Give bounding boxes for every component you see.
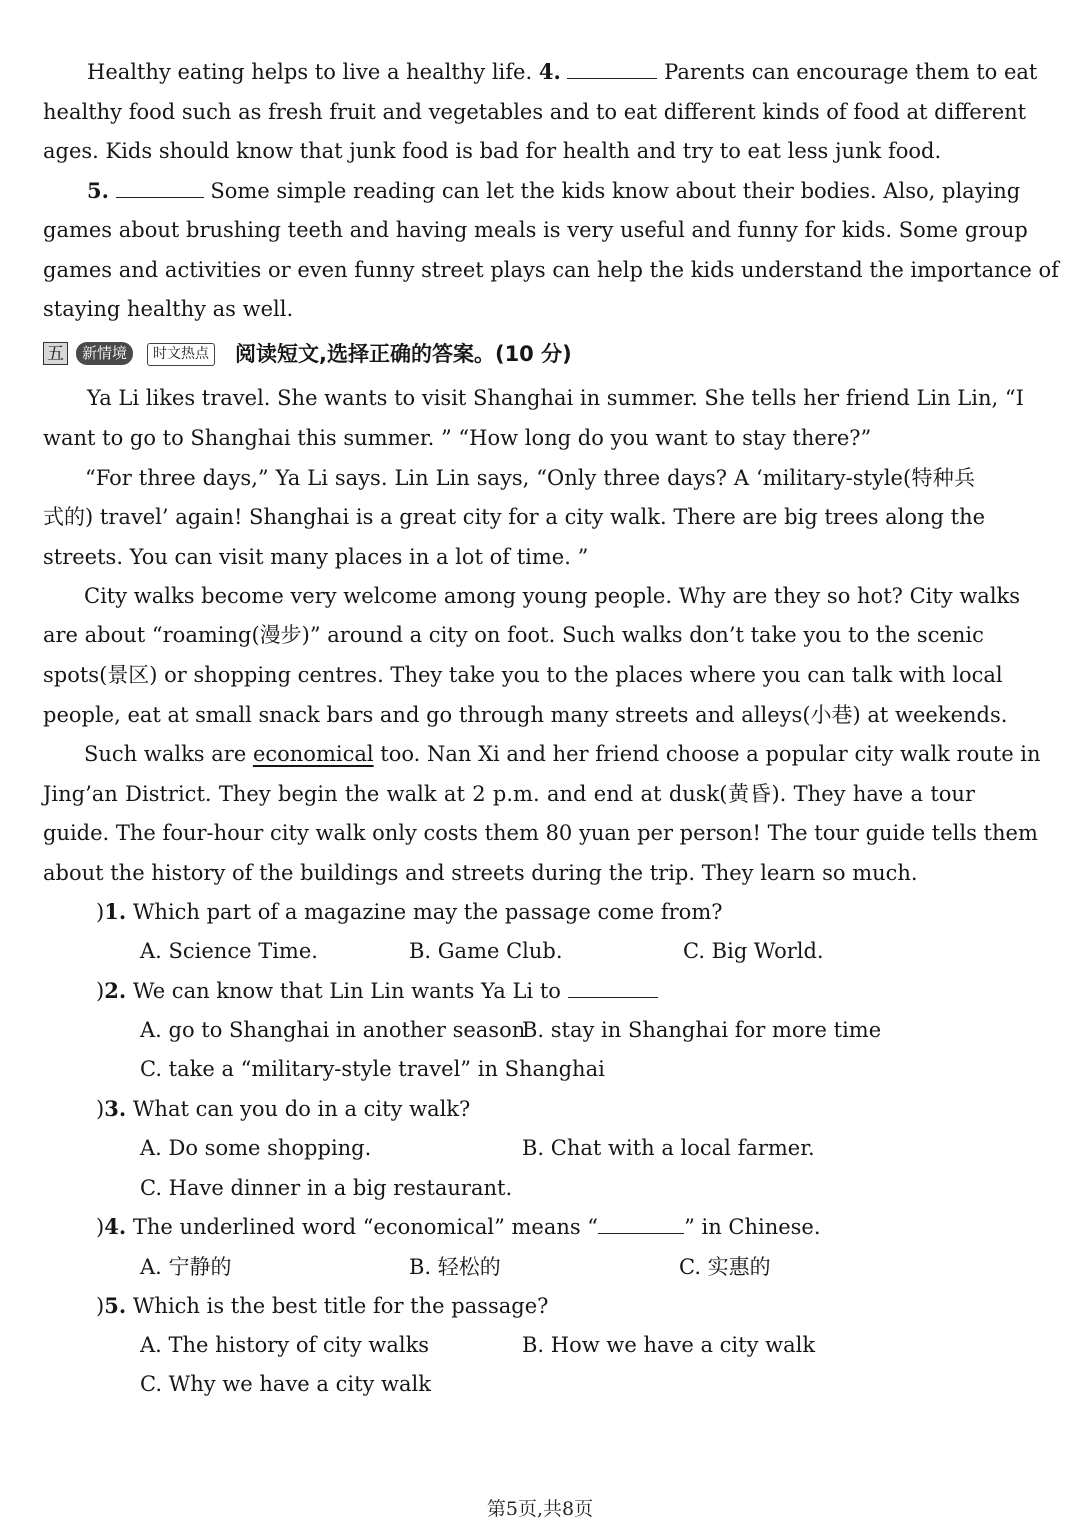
passage2-line-12: guide. The four-hour city walk only costs them 80 yuan per person! The tour guide tells them: [43, 821, 1038, 845]
question-text: ” in Chinese.: [684, 1215, 821, 1239]
question-2: [96, 977, 658, 1005]
answer-paren[interactable]: ): [96, 900, 105, 924]
text: Such walks are: [84, 742, 247, 766]
answer-paren[interactable]: ): [96, 1097, 105, 1121]
answer-paren[interactable]: ): [96, 979, 105, 1003]
answer-blank-5[interactable]: [116, 179, 204, 198]
question-5: [96, 1292, 548, 1320]
question-text: What can you do in a city walk?: [132, 1097, 471, 1121]
text: Healthy eating helps to live a healthy life.: [87, 60, 533, 84]
question-number: 3.: [104, 1096, 127, 1121]
option-2c[interactable]: C. take a “military-style travel” in Shanghai: [140, 1057, 605, 1081]
answer-blank-4[interactable]: [567, 60, 657, 79]
question-number: 2.: [104, 978, 127, 1003]
passage1-line-4: [87, 177, 1021, 205]
passage2-line-2: want to go to Shanghai this summer. ” “How long do you want to stay there?”: [43, 426, 872, 450]
question-text: Which part of a magazine may the passage come from?: [132, 900, 723, 924]
blank-number-4: 4.: [538, 59, 561, 84]
passage2-line-7: are about “roaming(漫步)” around a city on foot. Such walks don’t take you to the scenic: [43, 623, 984, 647]
question-number: 5.: [104, 1293, 127, 1318]
question-1: [96, 898, 723, 926]
answer-paren[interactable]: ): [96, 1294, 105, 1318]
answer-paren[interactable]: ): [96, 1215, 105, 1239]
text: Some simple reading can let the kids know about their bodies. Also, playing: [210, 179, 1021, 203]
question-3: [96, 1095, 470, 1123]
passage2-line-5: streets. You can visit many places in a lot of time. ”: [43, 545, 589, 569]
tag-new-context: 新情境: [76, 342, 133, 365]
question-text: The underlined word “economical” means “: [132, 1215, 599, 1239]
question-text: Which is the best title for the passage?: [132, 1294, 549, 1318]
passage2-line-6: City walks become very welcome among young people. Why are they so hot? City walks: [84, 584, 1021, 608]
option-4a[interactable]: A. 宁静的: [140, 1255, 232, 1279]
underlined-word: economical: [252, 742, 374, 766]
section-title: 阅读短文,选择正确的答案。(10 分): [235, 342, 572, 366]
passage2-line-11: Jing’an District. They begin the walk at 2 p.m. and end at dusk(黄昏). They have a tour: [43, 782, 975, 806]
option-3c[interactable]: C. Have dinner in a big restaurant.: [140, 1176, 513, 1200]
passage1-line-1: [87, 58, 1038, 86]
option-2a[interactable]: A. go to Shanghai in another season: [140, 1018, 526, 1042]
passage2-line-10: [84, 740, 1041, 768]
answer-blank-q2[interactable]: [568, 979, 658, 998]
passage2-line-8: spots(景区) or shopping centres. They take you to the places where you can talk with local: [43, 663, 1003, 687]
passage2-line-13: about the history of the buildings and streets during the trip. They learn so much.: [43, 861, 918, 885]
text: Parents can encourage them to eat: [664, 60, 1038, 84]
question-number: 1.: [104, 899, 127, 924]
option-5c[interactable]: C. Why we have a city walk: [140, 1372, 431, 1396]
question-4: [96, 1213, 821, 1241]
tag-hot-topic: 时文热点: [147, 343, 215, 366]
passage1-line-7: staying healthy as well.: [43, 297, 294, 321]
passage1-line-3: ages. Kids should know that junk food is bad for health and try to eat less junk food.: [43, 139, 942, 163]
passage2-line-1: Ya Li likes travel. She wants to visit Shanghai in summer. She tells her friend Lin Lin, “I: [87, 386, 1024, 410]
section-number: 五: [43, 342, 68, 365]
option-1c[interactable]: C. Big World.: [683, 939, 824, 963]
option-2b[interactable]: B. stay in Shanghai for more time: [522, 1018, 882, 1042]
option-4c[interactable]: C. 实惠的: [679, 1255, 771, 1279]
passage1-line-5: games about brushing teeth and having meals is very useful and funny for kids. Some group: [43, 218, 1028, 242]
text: too. Nan Xi and her friend choose a popular city walk route in: [380, 742, 1041, 766]
passage2-line-4: 式的) travel’ again! Shanghai is a great city for a city walk. There are big trees along the: [43, 505, 986, 529]
option-4b[interactable]: B. 轻松的: [409, 1255, 501, 1279]
blank-number-5: 5.: [87, 178, 109, 203]
passage2-line-3: “For three days,” Ya Li says. Lin Lin says, “Only three days? A ‘military-style(特种兵: [85, 466, 975, 490]
option-3b[interactable]: B. Chat with a local farmer.: [522, 1136, 815, 1160]
passage1-line-2: healthy food such as fresh fruit and vegetables and to eat different kinds of food at different: [43, 100, 1027, 124]
option-5b[interactable]: B. How we have a city walk: [522, 1333, 816, 1357]
question-text: We can know that Lin Lin wants Ya Li to: [132, 979, 561, 1003]
option-5a[interactable]: A. The history of city walks: [140, 1333, 430, 1357]
option-1b[interactable]: B. Game Club.: [409, 939, 563, 963]
answer-blank-q4[interactable]: [598, 1215, 684, 1234]
option-3a[interactable]: A. Do some shopping.: [140, 1136, 372, 1160]
option-1a[interactable]: A. Science Time.: [140, 939, 318, 963]
page-footer: 第5页,共8页: [486, 1498, 594, 1520]
question-number: 4.: [104, 1214, 127, 1239]
passage1-line-6: games and activities or even funny street plays can help the kids understand the importance of: [43, 258, 1059, 282]
passage2-line-9: people, eat at small snack bars and go through many streets and alleys(小巷) at weekends.: [43, 703, 1008, 727]
